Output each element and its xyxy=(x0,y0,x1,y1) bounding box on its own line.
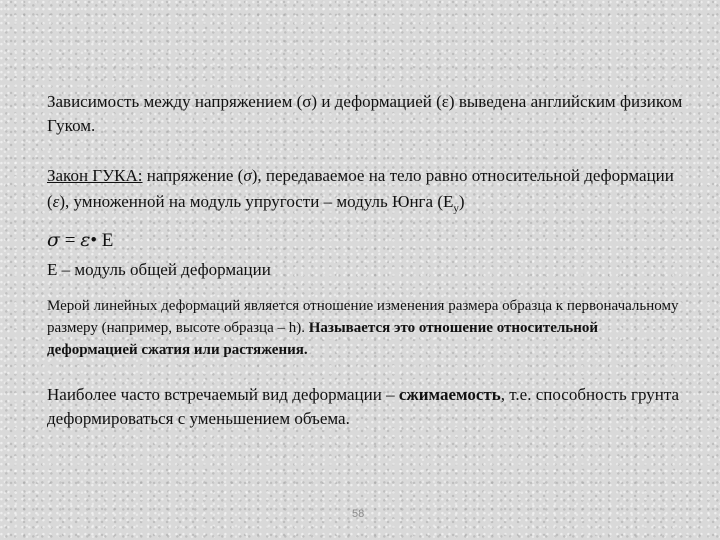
law-text-3: ), умноженной на модуль упругости – модуль Юнга (E xyxy=(59,192,454,211)
law-closing: ) xyxy=(458,192,465,211)
compress-term: сжимаемость xyxy=(398,385,501,404)
law-title: Закон ГУКА: xyxy=(47,166,143,185)
formula-dot-e: • E xyxy=(90,230,114,251)
linear-text-bold: Называется это отношение относительной деформацией сжатия или растяжения. xyxy=(47,320,598,358)
intro-paragraph xyxy=(47,90,687,138)
law-epsilon: ε xyxy=(52,192,60,211)
law-text-2: ), передаваемое на тело равно относительной деформации ( xyxy=(47,166,674,211)
formula-epsilon: ε xyxy=(80,229,91,251)
formula-equals: = xyxy=(59,230,81,251)
compressibility-paragraph xyxy=(47,383,687,431)
law-sigma: σ xyxy=(243,166,252,185)
linear-text: Мерой линейных деформаций является отношение изменения размера образца к первоначальному размеру (например, высоте образца – h). xyxy=(47,298,679,336)
modulus-text: E – модуль общей деформации xyxy=(47,260,271,279)
linear-deformation-paragraph xyxy=(47,295,687,361)
compress-text-1: Наиболее часто встречаемый вид деформации – xyxy=(47,385,399,404)
modulus-definition xyxy=(47,258,687,282)
page-number: 58 xyxy=(352,508,365,520)
hooke-formula xyxy=(47,228,687,253)
intro-text: Зависимость между напряжением (σ) и деформацией (ε) выведена английским физиком Гуком. xyxy=(47,92,683,135)
young-subscript: y xyxy=(453,202,459,215)
law-text-1: напряжение ( xyxy=(142,166,244,185)
compress-text-2: , т.е. способность грунта деформироваться с уменьшением объема. xyxy=(47,385,679,428)
hooke-law-paragraph xyxy=(47,163,687,221)
formula-sigma: σ xyxy=(47,229,60,251)
